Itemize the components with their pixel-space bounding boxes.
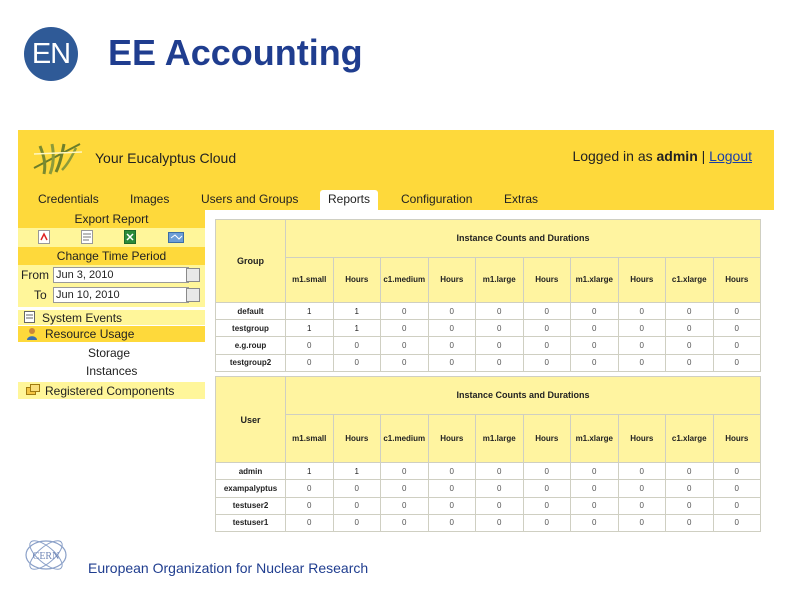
table-cell: 0	[333, 480, 381, 497]
table-cell: 0	[666, 320, 714, 337]
user-table-title: Instance Counts and Durations	[286, 377, 761, 415]
tab-users-and-groups[interactable]: Users and Groups	[201, 192, 299, 206]
user-column-header: User	[216, 377, 286, 463]
table-cell: 0	[618, 354, 666, 371]
table-cell: 0	[286, 337, 334, 354]
column-header: Hours	[428, 257, 476, 302]
column-header: m1.xlarge	[571, 414, 619, 462]
to-label: To	[34, 288, 47, 302]
table-cell: 0	[476, 337, 524, 354]
table-cell: 0	[618, 320, 666, 337]
cern-logo-text: CERN	[32, 551, 60, 562]
table-cell: 1	[333, 463, 381, 480]
registered-components-row[interactable]	[18, 382, 205, 399]
table-cell: 0	[286, 480, 334, 497]
components-icon	[26, 384, 40, 396]
table-cell: 0	[571, 463, 619, 480]
to-calendar-icon[interactable]	[186, 288, 200, 302]
column-header: m1.small	[286, 257, 334, 302]
from-calendar-icon[interactable]	[186, 268, 200, 282]
tab-reports[interactable]: Reports	[320, 190, 378, 210]
table-cell: 0	[618, 514, 666, 531]
pdf-icon[interactable]	[38, 230, 50, 244]
table-cell: 0	[333, 497, 381, 514]
column-header: Hours	[333, 257, 381, 302]
table-cell: 0	[618, 337, 666, 354]
table-cell: 0	[523, 320, 571, 337]
table-cell: 0	[571, 320, 619, 337]
table-cell: 0	[713, 302, 761, 319]
table-cell: 0	[666, 497, 714, 514]
table-cell: 0	[333, 514, 381, 531]
column-header: m1.small	[286, 414, 334, 462]
storage-link[interactable]: Storage	[88, 346, 131, 360]
table-cell: 0	[428, 354, 476, 371]
user-icon	[26, 327, 38, 340]
table-cell: 0	[476, 514, 524, 531]
eucalyptus-app-screenshot	[18, 130, 774, 532]
table-cell: 0	[713, 497, 761, 514]
table-cell: 0	[618, 463, 666, 480]
column-header: c1.medium	[381, 414, 429, 462]
table-cell: 0	[381, 337, 429, 354]
table-cell: 0	[428, 497, 476, 514]
table-row	[216, 463, 761, 480]
table-cell: 0	[523, 497, 571, 514]
table-cell: 0	[713, 320, 761, 337]
app-header	[18, 130, 774, 187]
csv-icon[interactable]	[168, 230, 184, 244]
table-cell: 0	[666, 302, 714, 319]
cern-logo-icon	[22, 533, 70, 577]
column-header: Hours	[523, 257, 571, 302]
table-row	[216, 354, 761, 371]
table-cell: 0	[571, 514, 619, 531]
table-cell: 0	[571, 337, 619, 354]
table-cell: 0	[523, 480, 571, 497]
column-header: Hours	[713, 257, 761, 302]
login-user: admin	[656, 148, 698, 164]
table-cell: 0	[571, 497, 619, 514]
group-table-title: Instance Counts and Durations	[286, 220, 761, 258]
column-header: m1.large	[476, 257, 524, 302]
column-header: c1.xlarge	[666, 257, 714, 302]
table-cell: 0	[618, 302, 666, 319]
table-cell: 0	[618, 497, 666, 514]
table-cell: 0	[333, 354, 381, 371]
table-cell: 0	[381, 514, 429, 531]
table-cell: 1	[286, 463, 334, 480]
table-cell: 0	[428, 480, 476, 497]
table-cell: 0	[428, 302, 476, 319]
user-usage-table	[215, 376, 761, 532]
column-header: c1.xlarge	[666, 414, 714, 462]
table-cell: 0	[571, 354, 619, 371]
table-cell: 0	[713, 480, 761, 497]
table-cell: 0	[381, 354, 429, 371]
table-cell: 0	[713, 514, 761, 531]
table-row	[216, 480, 761, 497]
from-label: From	[21, 268, 49, 282]
list-icon	[24, 311, 35, 323]
registered-components-link[interactable]: Registered Components	[45, 384, 175, 398]
to-date-input[interactable]: Jun 10, 2010	[53, 287, 189, 303]
table-cell: 0	[713, 337, 761, 354]
brand-name: Your Eucalyptus Cloud	[95, 150, 237, 166]
table-cell: 0	[381, 497, 429, 514]
tab-credentials[interactable]: Credentials	[38, 192, 99, 206]
table-cell: 0	[476, 480, 524, 497]
export-report-heading: Export Report	[18, 210, 205, 228]
column-header: m1.xlarge	[571, 257, 619, 302]
table-cell: 0	[666, 463, 714, 480]
table-row	[216, 320, 761, 337]
table-row	[216, 514, 761, 531]
login-status	[572, 148, 752, 164]
report-sidebar	[18, 210, 205, 399]
table-cell: 0	[713, 354, 761, 371]
group-usage-table	[215, 219, 761, 372]
table-cell: 0	[428, 337, 476, 354]
table-cell: 0	[381, 320, 429, 337]
table-cell: 0	[571, 480, 619, 497]
eucalyptus-leaf-icon	[30, 138, 86, 178]
table-row	[216, 302, 761, 319]
table-cell: 0	[476, 497, 524, 514]
table-cell: 0	[286, 497, 334, 514]
table-cell: 0	[571, 302, 619, 319]
table-cell: 0	[428, 320, 476, 337]
table-cell: 0	[476, 302, 524, 319]
main-nav	[18, 187, 774, 210]
logout-link[interactable]: Logout	[709, 148, 752, 164]
column-header: Hours	[523, 414, 571, 462]
column-header: Hours	[618, 257, 666, 302]
group-column-header: Group	[216, 220, 286, 303]
table-cell: 0	[381, 302, 429, 319]
table-row	[216, 497, 761, 514]
resource-usage-link[interactable]: Resource Usage	[45, 327, 135, 341]
table-cell: 0	[523, 354, 571, 371]
table-cell: 1	[286, 320, 334, 337]
column-header: Hours	[428, 414, 476, 462]
footer-organization: European Organization for Nuclear Research	[88, 560, 369, 576]
table-cell: 0	[381, 463, 429, 480]
table-cell: 1	[286, 302, 334, 319]
table-cell: 0	[666, 337, 714, 354]
row-label: testgroup2	[216, 354, 286, 371]
row-label: default	[216, 302, 286, 319]
tab-configuration[interactable]: Configuration	[401, 192, 473, 206]
login-separator: |	[701, 148, 706, 164]
resource-usage-row[interactable]	[18, 326, 205, 342]
slide-title: EE Accounting	[108, 32, 363, 73]
table-row	[216, 337, 761, 354]
table-cell: 0	[523, 514, 571, 531]
table-cell: 0	[286, 354, 334, 371]
login-prefix: Logged in as	[572, 148, 653, 164]
table-cell: 0	[428, 463, 476, 480]
change-time-period-heading: Change Time Period	[18, 247, 205, 265]
row-label: admin	[216, 463, 286, 480]
column-header: Hours	[618, 414, 666, 462]
table-cell: 1	[333, 320, 381, 337]
xls-icon[interactable]	[124, 230, 136, 244]
table-cell: 0	[476, 320, 524, 337]
tab-images[interactable]: Images	[130, 192, 170, 206]
export-icons-row	[18, 228, 205, 247]
en-logo: EN	[24, 27, 78, 81]
system-events-row[interactable]	[18, 310, 205, 325]
table-cell: 0	[713, 463, 761, 480]
table-cell: 0	[286, 514, 334, 531]
table-cell: 0	[476, 354, 524, 371]
column-header: Hours	[333, 414, 381, 462]
table-cell: 0	[666, 514, 714, 531]
table-cell: 0	[333, 337, 381, 354]
system-events-link[interactable]: System Events	[42, 311, 123, 325]
table-cell: 0	[428, 514, 476, 531]
table-cell: 0	[381, 480, 429, 497]
table-cell: 1	[333, 302, 381, 319]
table-cell: 0	[523, 337, 571, 354]
table-cell: 0	[523, 463, 571, 480]
row-label: exampalyptus	[216, 480, 286, 497]
tab-extras[interactable]: Extras	[504, 192, 539, 206]
from-date-input[interactable]: Jun 3, 2010	[53, 267, 189, 283]
table-cell: 0	[618, 480, 666, 497]
row-label: testuser1	[216, 514, 286, 531]
date-range-row	[18, 265, 205, 307]
row-label: testgroup	[216, 320, 286, 337]
table-cell: 0	[476, 463, 524, 480]
row-label: testuser2	[216, 497, 286, 514]
row-label: e.g.roup	[216, 337, 286, 354]
text-icon[interactable]	[81, 230, 93, 244]
table-cell: 0	[666, 480, 714, 497]
column-header: c1.medium	[381, 257, 429, 302]
column-header: Hours	[713, 414, 761, 462]
table-cell: 0	[666, 354, 714, 371]
table-cell: 0	[523, 302, 571, 319]
instances-link[interactable]: Instances	[86, 364, 138, 378]
column-header: m1.large	[476, 414, 524, 462]
